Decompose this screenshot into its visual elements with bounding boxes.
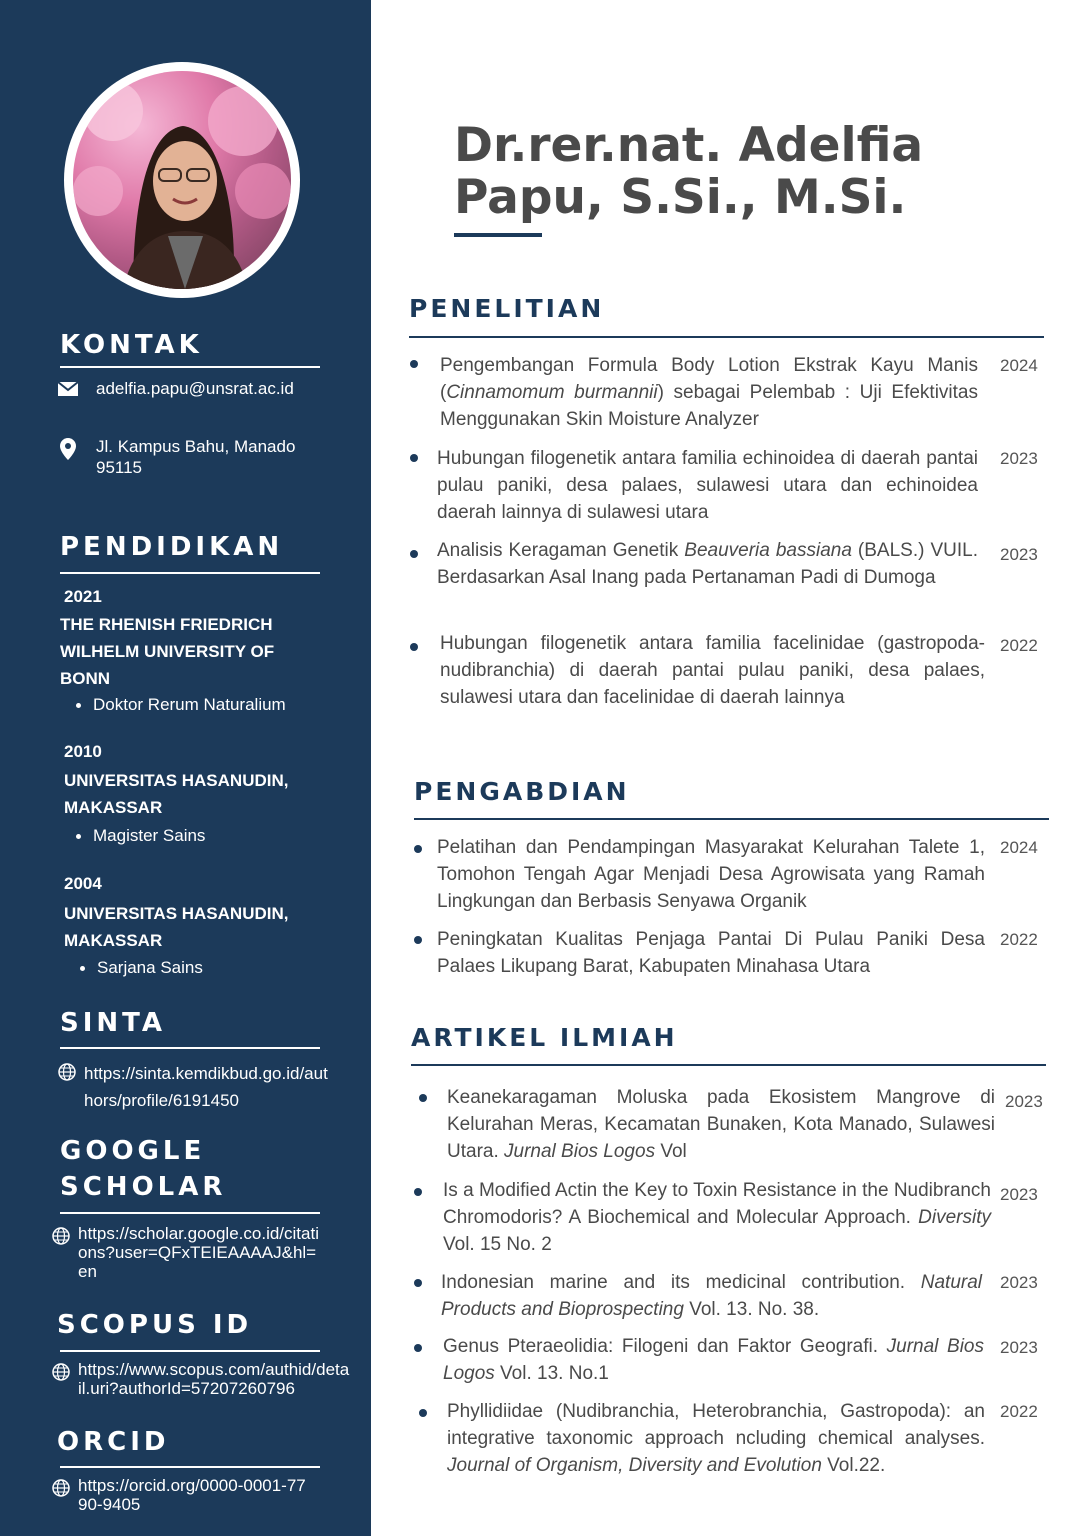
scopus-title: SCOPUS ID [57, 1310, 253, 1340]
entry-year: 2023 [1005, 1092, 1043, 1111]
entry-year: 2023 [1000, 449, 1038, 468]
entry-year: 2022 [1000, 636, 1038, 655]
portrait-illustration [73, 71, 291, 289]
email-text[interactable]: adelfia.papu@unsrat.ac.id [96, 379, 294, 398]
scholar-url[interactable]: https://scholar.google.co.id/citations?user=QFxTEIEAAAAJ&hl=en [78, 1224, 319, 1281]
edu-school: THE RHENISH FRIEDRICH WILHELM UNIVERSITY OF BONN [60, 615, 275, 688]
scopus-divider [60, 1350, 320, 1352]
location-pin-icon [60, 438, 76, 460]
sinta-url[interactable]: https://sinta.kemdikbud.go.id/authors/profile/6191450 [84, 1064, 328, 1110]
orcid-divider [60, 1466, 320, 1468]
pendidikan-title: PENDIDIKAN [60, 532, 284, 562]
entry-text: Pelatihan dan Pendampingan Masyarakat Kelurahan Talete 1, Tomohon Tengah Agar Menjadi Desa Agrowisata yang Ramah Lingkungan dan Berbasis Senyawa Organik [437, 837, 985, 912]
orcid-title: ORCID [57, 1427, 170, 1457]
globe-icon [52, 1227, 70, 1245]
penelitian-divider [409, 336, 1044, 338]
page-title: Dr.rer.nat. Adelfia Papu, S.Si., M.Si. [454, 118, 924, 225]
kontak-title: KONTAK [60, 330, 203, 360]
address-text: Jl. Kampus Bahu, Manado 95115 [96, 437, 296, 477]
edu-year: 2004 [64, 874, 102, 893]
email-row [58, 378, 348, 399]
edu-year: 2021 [64, 587, 102, 606]
edu-degree: Magister Sains [76, 826, 205, 846]
scopus-url[interactable]: https://www.scopus.com/authid/detail.uri?authorId=57207260796 [78, 1360, 350, 1398]
globe-icon [52, 1479, 70, 1497]
artikel-divider [411, 1064, 1046, 1066]
orcid-link-row [52, 1476, 312, 1514]
entry-text: Hubungan filogenetik antara familia echinoidea di daerah pantai pulau paniki, desa palaes, sulawesi utara dan echinoidea daerah lainnya di sulawesi utara [437, 448, 978, 523]
entry-text: Phyllidiidae (Nudibranchia, Heterobranchia, Gastropoda): an integrative taxonomic approach ncluding chemical analyses. Journal of Organism, Diversity and Evolution Vol.22. [447, 1401, 985, 1476]
penelitian-title: PENELITIAN [409, 294, 605, 323]
mail-icon [58, 380, 78, 396]
entry-year: 2024 [1000, 838, 1038, 857]
pengabdian-title: PENGABDIAN [414, 777, 630, 806]
entry-year: 2023 [1000, 1185, 1038, 1204]
scholar-link-row [52, 1224, 324, 1281]
sinta-link-row [58, 1060, 330, 1114]
entry-year: 2023 [1000, 545, 1038, 564]
artikel-title: ARTIKEL ILMIAH [411, 1023, 678, 1052]
entry-text: Hubungan filogenetik antara familia facelinidae (gastropoda-nudibranchia) di daerah pantai pulau paniki, desa palaes, sulawesi utara dan facelinidae di daerah lainnya [440, 633, 985, 708]
entry-year: 2023 [1000, 1273, 1038, 1292]
scholar-title-line2: SCHOLAR [60, 1172, 227, 1202]
pengabdian-divider [414, 818, 1049, 820]
entry-text: Peningkatan Kualitas Penjaga Pantai Di Pulau Paniki Desa Palaes Likupang Barat, Kabupaten Minahasa Utara [437, 929, 985, 977]
globe-icon [52, 1363, 70, 1381]
edu-school: UNIVERSITAS HASANUDIN, MAKASSAR [64, 771, 289, 817]
title-underline [454, 233, 542, 237]
kontak-divider [60, 366, 320, 368]
edu-year: 2010 [64, 742, 102, 761]
globe-icon [58, 1063, 76, 1081]
scholar-divider [60, 1212, 320, 1214]
scopus-link-row [52, 1360, 352, 1398]
edu-degree: Doktor Rerum Naturalium [76, 695, 286, 715]
orcid-url[interactable]: https://orcid.org/0000-0001-7790-9405 [78, 1476, 306, 1514]
avatar [73, 71, 291, 289]
address-row [58, 436, 318, 478]
entry-year: 2022 [1000, 930, 1038, 949]
edu-degree: Sarjana Sains [80, 958, 203, 978]
scholar-title-line1: GOOGLE [60, 1136, 206, 1166]
entry-text: Indonesian marine and its medicinal contribution. Natural Products and Bioprospecting Vol. 13. No. 38. [441, 1272, 982, 1320]
entry-text: Pengembangan Formula Body Lotion Ekstrak Kayu Manis (Cinnamomum burmannii) sebagai Pelembab : Uji Efektivitas Menggunakan Skin Moisture Analyzer [440, 355, 978, 430]
entry-text: Is a Modified Actin the Key to Toxin Resistance in the Nudibranch Chromodoris? A Biochemical and Molecular Approach. Diversity Vol. 15 No. 2 [443, 1180, 991, 1255]
entry-year: 2023 [1000, 1338, 1038, 1357]
sinta-title: SINTA [60, 1008, 166, 1038]
edu-school: UNIVERSITAS HASANUDIN, MAKASSAR [64, 904, 289, 950]
entry-text: Genus Pteraeolidia: Filogeni dan Faktor Geografi. Jurnal Bios Logos Vol. 13. No.1 [443, 1336, 984, 1384]
sidebar [0, 0, 371, 1536]
entry-year: 2024 [1000, 356, 1038, 375]
entry-text: Analisis Keragaman Genetik Beauveria bassiana (BALS.) VUIL. Berdasarkan Asal Inang pada Pertanaman Padi di Dumoga [437, 540, 978, 588]
profile-photo [64, 62, 300, 298]
entry-text: Keanekaragaman Moluska pada Ekosistem Mangrove di Kelurahan Meras, Kecamatan Bunaken, Kota Manado, Sulawesi Utara. Jurnal Bios Logos Vol [447, 1087, 995, 1162]
entry-year: 2022 [1000, 1402, 1038, 1421]
pendidikan-divider [60, 572, 320, 574]
sinta-divider [60, 1047, 320, 1049]
